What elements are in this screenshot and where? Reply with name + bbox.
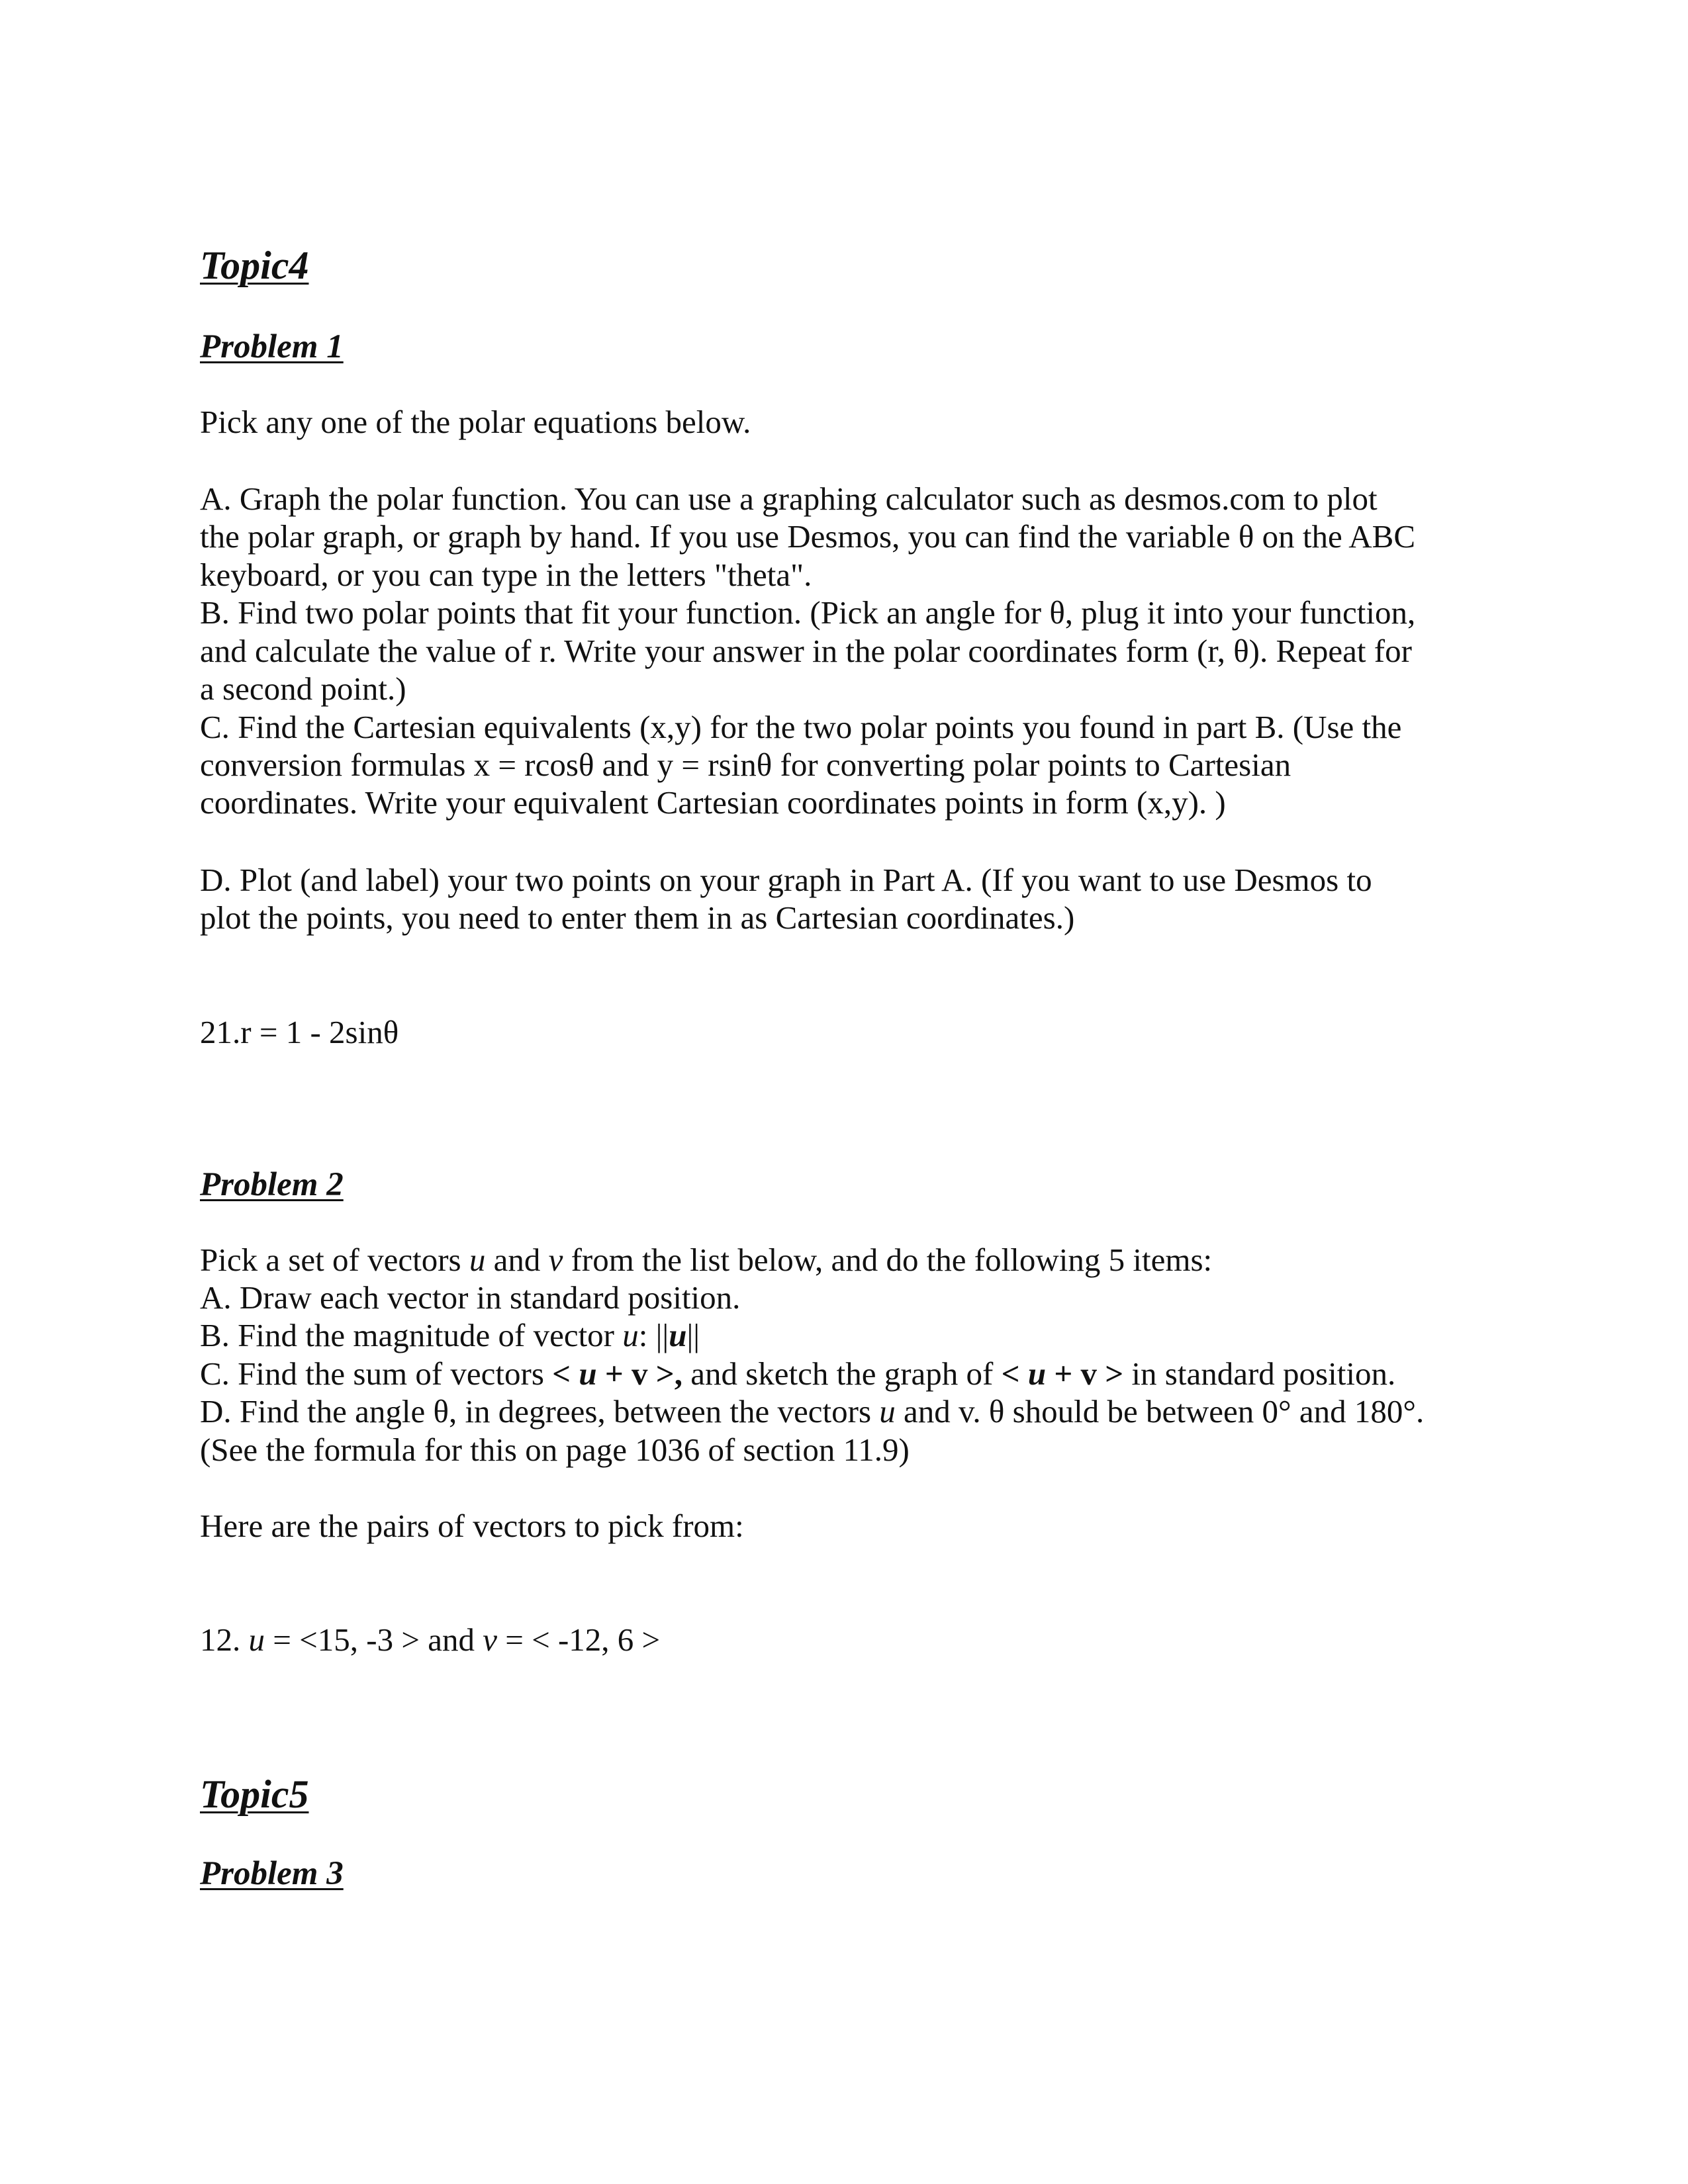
problem2-partB: B. Find the magnitude of vector u: ||u|| — [200, 1317, 700, 1353]
problem1-partA-line1: A. Graph the polar function. You can use a graphing calculator such as desmos.com to plot — [200, 480, 1378, 517]
problem1-partA-line3: keyboard, or you can type in the letters "theta". — [200, 557, 812, 593]
problem1-partB-line1: B. Find two polar points that fit your function. (Pick an angle for θ, plug it into your function, — [200, 594, 1416, 631]
problem2-vector-pair: 12. u = <15, -3 > and v = < -12, 6 > — [200, 1621, 661, 1658]
problem2-intro: Pick a set of vectors u and v from the list below, and do the following 5 items: — [200, 1242, 1213, 1278]
problem2-heading: Problem 2 — [200, 1166, 344, 1203]
problem1-intro: Pick any one of the polar equations below. — [200, 404, 751, 440]
problem1-partC-line3: coordinates. Write your equivalent Cartesian coordinates points in form (x,y). ) — [200, 784, 1226, 821]
problem1-partD-line1: D. Plot (and label) your two points on your graph in Part A. (If you want to use Desmos to — [200, 862, 1372, 898]
problem1-partD-line2: plot the points, you need to enter them in as Cartesian coordinates.) — [200, 899, 1075, 936]
problem1-equation: 21.r = 1 - 2sinθ — [200, 1014, 399, 1050]
problem1-partC-line1: C. Find the Cartesian equivalents (x,y) for the two polar points you found in part B. (Use the — [200, 709, 1402, 745]
problem1-heading: Problem 1 — [200, 328, 344, 365]
problem1-partB-line3: a second point.) — [200, 670, 406, 707]
problem2-pairs-intro: Here are the pairs of vectors to pick from: — [200, 1508, 744, 1544]
problem1-partB-line2: and calculate the value of r. Write your answer in the polar coordinates form (r, θ). Repeat for — [200, 633, 1412, 669]
problem2-partD: D. Find the angle θ, in degrees, between the vectors u and v. θ should be between 0° and 180°. — [200, 1393, 1425, 1430]
problem3-heading: Problem 3 — [200, 1855, 344, 1892]
problem1-partC-line2: conversion formulas x = rcosθ and y = rsinθ for converting polar points to Cartesian — [200, 747, 1291, 783]
problem1-partA-line2: the polar graph, or graph by hand. If you use Desmos, you can find the variable θ on the ABC — [200, 518, 1416, 555]
problem2-partA: A. Draw each vector in standard position. — [200, 1279, 741, 1316]
problem2-note: (See the formula for this on page 1036 of section 11.9) — [200, 1432, 910, 1468]
topic5-heading: Topic5 — [200, 1772, 309, 1816]
problem2-partC: C. Find the sum of vectors < u + v >, and sketch the graph of < u + v > in standard position. — [200, 1355, 1396, 1392]
topic4-heading: Topic4 — [200, 244, 309, 287]
